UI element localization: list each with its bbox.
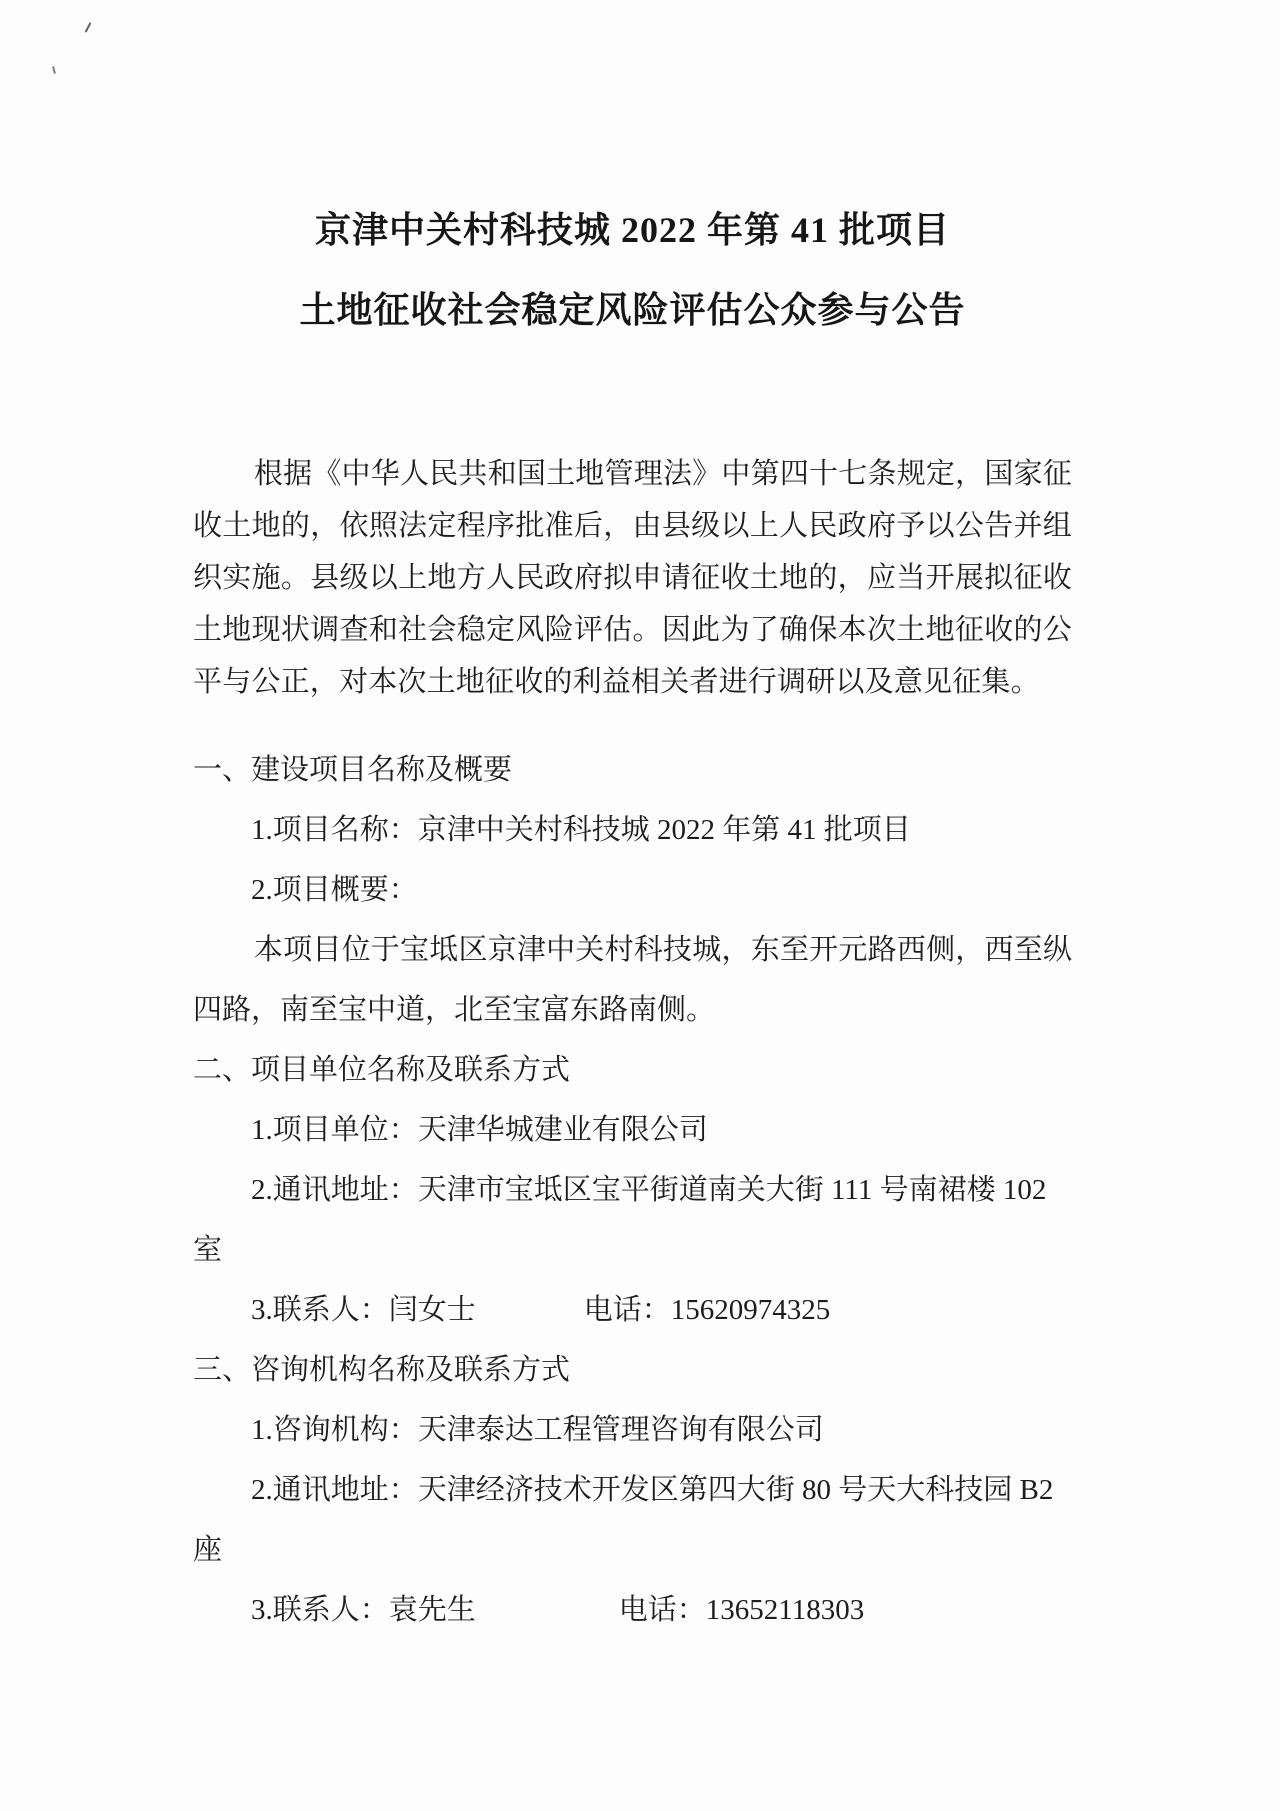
- project-summary-text: 本项目位于宝坻区京津中关村科技城，东至开元路西侧，西至纵四路，南至宝中道，北至宝富东路南侧。: [193, 934, 1072, 1026]
- title-line-1: 京津中关村科技城 2022 年第 41 批项目: [314, 210, 950, 250]
- consultant-contact-row: [193, 1580, 1072, 1640]
- section-project-unit: [193, 1040, 1072, 1340]
- scan-artifact-mark: [85, 22, 92, 33]
- project-summary-label: 2.项目概要：: [251, 874, 418, 906]
- document-sections: [193, 740, 1072, 1640]
- section-2-heading: 二、项目单位名称及联系方式: [193, 1054, 571, 1086]
- consultant-address-line-2: 座: [193, 1534, 223, 1566]
- intro-paragraph: 根据《中华人民共和国土地管理法》中第四十七条规定，国家征收土地的，依照法定程序批准后，由县级以上人民政府予以公告并组织实施。县级以上地方人民政府拟申请征收土地的，应当开展拟征收土地现状调查和社会稳定风险评估。因此为了确保本次土地征收的公平与公正，对本次土地征收的利益相关者进行调研以及意见征集。: [193, 458, 1072, 698]
- section-consultant: [193, 1340, 1072, 1640]
- unit-contact-row: [193, 1280, 1072, 1340]
- section-1-heading: 一、建设项目名称及概要: [193, 754, 513, 786]
- consultant-contact-person: 3.联系人：袁先生: [251, 1594, 476, 1626]
- unit-address-line-2: 室: [193, 1234, 223, 1266]
- project-name-line: 1.项目名称：京津中关村科技城 2022 年第 41 批项目: [251, 814, 911, 846]
- unit-contact-phone: 电话：15620974325: [583, 1294, 831, 1326]
- section-3-heading: 三、咨询机构名称及联系方式: [193, 1354, 571, 1386]
- title-line-2: 土地征收社会稳定风险评估公众参与公告: [299, 290, 966, 330]
- consultant-unit-line: 1.咨询机构：天津泰达工程管理咨询有限公司: [251, 1414, 824, 1446]
- unit-address-line-1: 2.通讯地址：天津市宝坻区宝平街道南关大街 111 号南裙楼 102: [251, 1174, 1047, 1206]
- scan-artifact-mark: [52, 66, 56, 74]
- page-content: [193, 0, 1072, 1640]
- document-title: [193, 190, 1072, 350]
- section-project-overview: [193, 740, 1072, 1040]
- consultant-address-line-1: 2.通讯地址：天津经济技术开发区第四大街 80 号天大科技园 B2: [251, 1474, 1054, 1506]
- project-unit-line: 1.项目单位：天津华城建业有限公司: [251, 1114, 708, 1146]
- consultant-contact-phone: 电话：13652118303: [618, 1594, 865, 1626]
- unit-contact-person: 3.联系人：闫女士: [251, 1294, 476, 1326]
